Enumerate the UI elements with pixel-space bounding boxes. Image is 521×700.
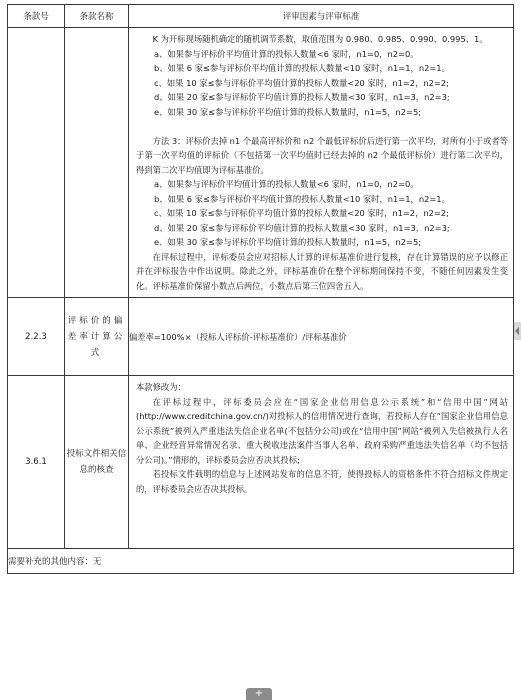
clause-no-cell: 2.2.3 (8, 298, 65, 376)
rule-b: b、如果 6 家≤参与评标价平均值计算的投标人数量<10 家时，n1=1，n2=1。 (154, 63, 450, 73)
table-row (8, 376, 514, 549)
credit-check-text: 在评标过程中，评标委员会应在“国家企业信用信息公示系统”和“信用中国”网站(http://www.creditchina.gov.cn/)对投标人的信用情况进行查询，若投标人存在“国家企业信用信息公示系统”被列入严重违法失信企业名单(不包括分公司)或在“信用中国”网站“被列入失信被执行人名单、企业经营异常情况名录、重大税收违法案件当事人名单、政府采购严重违法失信名单（均不包括分公司)。”情形的，评标委员会应否决其投标; (136, 396, 508, 465)
rule-e: e、如果 30 家≤参与评标价平均值计算的投标人数量时，n1=5，n2=5; (154, 106, 422, 117)
clause-name-cell (65, 28, 129, 298)
rule-a: a、如果参与评标价平均值计算的投标人数量<6 家时，n1=0，n2=0。 (154, 48, 419, 59)
footer-note: 需要补充的其他内容：无 (8, 549, 514, 574)
clause-name-cell: 投标文件相关信息的核查 (65, 376, 129, 549)
header-clause-name: 条款名称 (65, 5, 129, 28)
table-header-row (8, 5, 514, 28)
clause-no-cell (8, 28, 65, 298)
rule-a-2: a、如果参与评标价平均值计算的投标人数量<6 家时，n1=0，n2=0。 (154, 179, 419, 189)
criteria-content (129, 28, 513, 297)
amendment-heading: 本款修改为： (136, 382, 186, 392)
rule-c-2: c、如果 10 家≤参与评标价平均值计算的投标人数量<20 家时，n1=2，n2=2; (154, 208, 449, 218)
side-panel-toggle[interactable] (514, 322, 521, 340)
criteria-cell (129, 28, 514, 298)
method-3-text: 方法 3：评标价去掉 n1 个最高评标价和 n2 个最低评标价后进行第一次平均，对所有小于或者等于第一次平均值的评标价（不包括第一次平均值时已经去掉的 n2 个最低评标价）进行第二次平均，得到第二次平均值即为评标基准价。 (136, 135, 508, 175)
criteria-cell (129, 376, 514, 549)
clause-no-cell: 3.6.1 (8, 376, 65, 549)
expand-plus-icon[interactable]: + (246, 688, 272, 700)
criteria-content (129, 376, 513, 500)
deviation-formula: 偏差率=100%×（投标人评标价-评标基准价）/评标基准价 (129, 298, 514, 376)
rule-d-2: d、如果 20 家≤参与评标价平均值计算的投标人数量<30 家时，n1=3，n2=3; (154, 222, 450, 233)
evaluation-table (7, 4, 514, 574)
header-clause-no: 条款号 (8, 5, 65, 28)
rule-b-2: b、如果 6 家≤参与评标价平均值计算的投标人数量<10 家时，n1=1，n2=1。 (154, 193, 450, 204)
document-page (7, 4, 514, 687)
clause-name-cell: 评标价的偏差率计算公式 (65, 298, 129, 376)
rule-c: c、如果 10 家≤参与评标价平均值计算的投标人数量<20 家时，n1=2，n2=2; (154, 77, 449, 88)
review-note: 在评标过程中，评标委员会应对招标人计算的评标基准价进行复核，存在计算错误的应予以修正并在评标报告中作出说明。除此之外，评标基准价在整个评标期间保持不变，不随任何因素发生变化。评标基准价保留小数点后两位，小数点后第三位四舍五入。 (136, 251, 508, 291)
rule-e-2: e、如果 30 家≤参与评标价平均值计算的投标人数量时，n1=5，n2=5; (154, 237, 422, 247)
header-criteria: 评审因素与评审标准 (129, 5, 514, 28)
k-coefficient-text: K 为开标现场随机确定的随机调节系数，取值范围为 0.980、0.985、0.990、0.995、1。 (152, 34, 488, 44)
rule-d: d、如果 20 家≤参与评标价平均值计算的投标人数量<30 家时，n1=3，n2=3; (154, 92, 450, 102)
table-footer-row (8, 549, 514, 574)
table-row (8, 28, 514, 298)
mismatch-text: 若投标文件载明的信息与上述网站发布的信息不符，使得投标人的资格条件不符合招标文件规定的，评标委员会应否决其投标。 (136, 469, 508, 494)
table-row (8, 298, 514, 376)
